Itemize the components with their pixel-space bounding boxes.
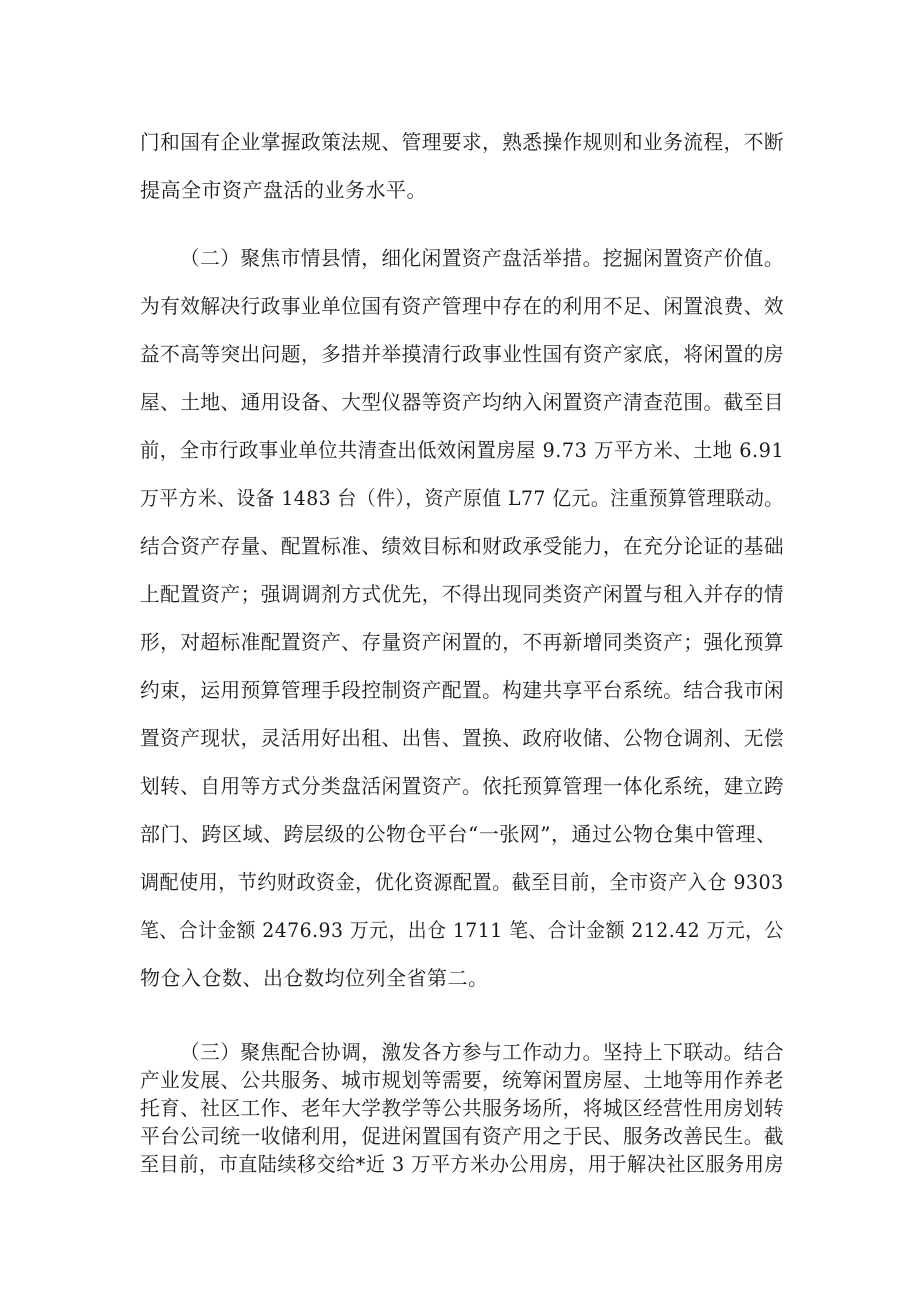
- text-line: 门和国有企业掌握政策法规、管理要求，熟悉操作规则和业务流程，不断: [140, 130, 784, 154]
- text-line: 至目前，市直陆续移交给*近 3 万平方米办公用房，用于解决社区服务用房: [140, 1152, 784, 1176]
- text-line: 部门、跨区域、跨层级的公物仓平台“一张网”，通过公物仓集中管理、: [140, 822, 777, 846]
- text-line: （二）聚焦市情县情，细化闲置资产盘活举措。挖掘闲置资产价值。: [180, 246, 784, 270]
- text-line: 形，对超标准配置资产、存量资产闲置的，不再新增同类资产；强化预算: [140, 630, 784, 654]
- text-line: 为有效解决行政事业单位国有资产管理中存在的利用不足、闲置浪费、效: [140, 294, 784, 318]
- text-line: 笔、合计金额 2476.93 万元，出仓 1711 笔、合计金额 212.42 万元，公: [140, 918, 784, 942]
- text-line: 托育、社区工作、老年大学教学等公共服务场所，将城区经营性用房划转: [140, 1096, 784, 1120]
- text-line: 平台公司统一收储利用，促进闲置国有资产用之于民、服务改善民生。截: [140, 1124, 784, 1148]
- text-line: 提高全市资产盘活的业务水平。: [140, 178, 427, 202]
- text-line: 划转、自用等方式分类盘活闲置资产。依托预算管理一体化系统，建立跨: [140, 774, 784, 798]
- text-line: 调配使用，节约财政资金，优化资源配置。截至目前，全市资产入仓 9303: [140, 870, 784, 894]
- text-line: 上配置资产；强调调剂方式优先，不得出现同类资产闲置与租入并存的情: [140, 582, 784, 606]
- text-line: 约束，运用预算管理手段控制资产配置。构建共享平台系统。结合我市闲: [140, 678, 784, 702]
- text-line: 置资产现状，灵活用好出租、出售、置换、政府收储、公物仓调剂、无偿: [140, 726, 784, 750]
- text-line: 物仓入仓数、出仓数均位列全省第二。: [140, 966, 489, 990]
- text-line: 产业发展、公共服务、城市规划等需要，统筹闲置房屋、土地等用作养老: [140, 1068, 784, 1092]
- text-line: 结合资产存量、配置标准、绩效目标和财政承受能力，在充分论证的基础: [140, 534, 784, 558]
- text-line: （三）聚焦配合协调，激发各方参与工作动力。坚持上下联动。结合: [180, 1040, 784, 1064]
- text-line: 屋、土地、通用设备、大型仪器等资产均纳入闲置资产清查范围。截至目: [140, 390, 784, 414]
- text-line: 前，全市行政事业单位共清查出低效闲置房屋 9.73 万平方米、土地 6.91: [140, 438, 785, 462]
- text-line: 益不高等突出问题，多措并举摸清行政事业性国有资产家底，将闲置的房: [140, 342, 784, 366]
- text-line: 万平方米、设备 1483 台（件），资产原值 L77 亿元。注重预算管理联动。: [140, 486, 784, 510]
